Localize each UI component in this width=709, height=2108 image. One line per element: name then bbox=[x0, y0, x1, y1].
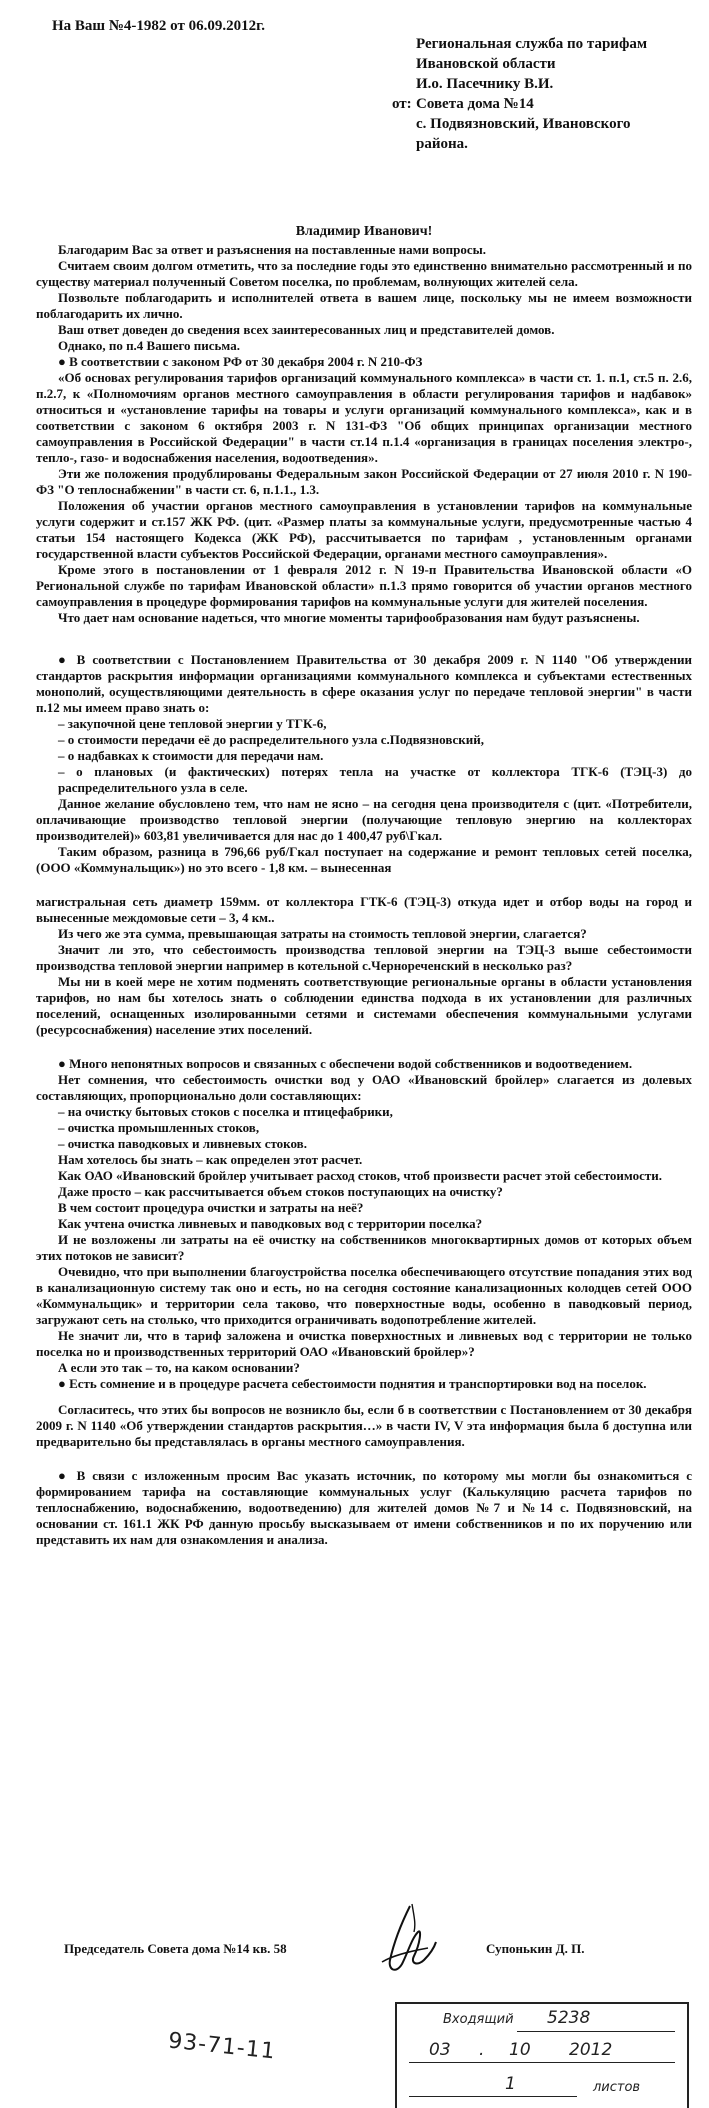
list-item: – очистка паводковых и ливневых стоков. bbox=[58, 1136, 307, 1151]
spacer bbox=[36, 876, 692, 894]
bullet-paragraph: ● Много непонятных вопросов и связанных с обеспечени водой собственников и водоотведением. bbox=[58, 1056, 633, 1071]
letter-body bbox=[36, 224, 692, 1548]
stamp-year: 2012 bbox=[569, 2040, 613, 2060]
spacer bbox=[36, 1450, 692, 1468]
spacer bbox=[36, 1038, 692, 1056]
paragraph: Из чего же эта сумма, превышающая затраты на стоимость тепловой энергии, слагается? bbox=[58, 926, 587, 941]
paragraph: Что дает нам основание надеться, что многие моменты тарифообразования нам будут разъяснены. bbox=[58, 610, 640, 625]
list-item: – о надбавках к стоимости для передачи нам. bbox=[58, 748, 324, 763]
addressee-block bbox=[392, 34, 692, 154]
handwritten-note: 93-71-11 bbox=[166, 2028, 277, 2065]
list-item: – закупочной цене тепловой энергии у ТГК-6, bbox=[58, 716, 327, 731]
paragraph: И не возложены ли затраты на её очистку на собственников многоквартирных домов от которых объем этих потоков не зависит? bbox=[36, 1232, 692, 1263]
paragraph: Считаем своим долгом отметить, что за последние годы это единственно внимательно рассмотренный и по существу материал полученный Советом поселка, по проблемам, волнующих жителей села. bbox=[36, 258, 692, 289]
list-item: – на очистку бытовых стоков с поселка и птицефабрики, bbox=[58, 1104, 393, 1119]
signer-title: Председатель Совета дома №14 кв. 58 bbox=[64, 1941, 287, 1956]
spacer bbox=[36, 1392, 692, 1402]
signer-name: Супонькин Д. П. bbox=[486, 1941, 585, 1956]
salutation: Владимир Иванович! bbox=[295, 224, 433, 239]
paragraph: Даже просто – как рассчитывается объем стоков поступающих на очистку? bbox=[58, 1184, 503, 1199]
sender-line: с. Подвязновский, Ивановского bbox=[416, 116, 631, 132]
addressee-line: И.о. Пасечнику В.И. bbox=[416, 76, 554, 92]
paragraph: магистральная сеть диаметр 159мм. от коллектора ГТК-6 (ТЭЦ-3) откуда идет и отбор воды на город и вынесенные междомовые сети – 3, 4 км.. bbox=[36, 894, 692, 925]
paragraph: Благодарим Вас за ответ и разъяснения на поставленные нами вопросы. bbox=[58, 242, 487, 257]
stamp-number: 5238 bbox=[547, 2008, 591, 2028]
paragraph: А если это так – то, на каком основании? bbox=[58, 1360, 300, 1375]
paragraph: Эти же положения продублированы Федеральным закон Российской Федерации от 27 июля 2010 г. N 190-ФЗ "О теплоснабжении" в части ст. 6, п.1.1., 1.3. bbox=[36, 466, 692, 497]
list-item: – о плановых (и фактических) потерях тепла на участке от коллектора ТГК-6 (ТЭЦ-3) до распределительного узла в селе. bbox=[58, 764, 692, 795]
sender-line: района. bbox=[416, 136, 468, 152]
from-label: от: bbox=[392, 96, 412, 112]
paragraph: Нам хотелось бы знать – как определен этот расчет. bbox=[58, 1152, 363, 1167]
stamp-sheets: 1 bbox=[505, 2074, 516, 2094]
reference-line: На Ваш №4-1982 от 06.09.2012г. bbox=[52, 18, 265, 34]
spacer bbox=[36, 626, 692, 652]
paragraph: Очевидно, что при выполнении благоустройства поселка обеспечивающего отсутствие попадания этих вод в канализационную систему так оно и есть, но на сегодня состояние канализационных колодцев сетей ООО «Коммунальщик» и территории села таково, что поверхностные воды, особенно в паводковый период, загружают сеть на столько, что приходится ограничивать водопотребление жителей. bbox=[36, 1264, 692, 1327]
paragraph: Не значит ли, что в тариф заложена и очистка поверхностных и ливневых вод с территории не только поселка но и производственных территорий ОАО «Ивановский бройлер»? bbox=[36, 1328, 692, 1359]
bullet-paragraph: ● Есть сомнение и в процедуре расчета себестоимости поднятия и транспортировки вод на поселок. bbox=[58, 1376, 647, 1391]
paragraph: Мы ни в коей мере не хотим подменять соответствующие региональные органы в области установления тарифов, но нам бы хотелось знать о соблюдении единства подхода в их установлении для различных поселений, оснащенных изолированными сетями и системами обеспечения коммунальными услугами (ресурсоснабжения) население этих поселений. bbox=[36, 974, 692, 1037]
paragraph: Как ОАО «Ивановский бройлер учитывает расход стоков, чтоб произвести расчет этой себестоимости. bbox=[58, 1168, 662, 1183]
paragraph: Нет сомнения, что себестоимость очистки вод у ОАО «Ивановский бройлер» слагается из долевых составляющих, пропорционально доли составляющих: bbox=[36, 1072, 692, 1103]
handwritten-signature bbox=[372, 1902, 442, 1986]
stamp-sheets-label: листов bbox=[593, 2080, 641, 2095]
sender-row bbox=[392, 94, 692, 114]
paragraph: Данное желание обусловлено тем, что нам не ясно – на сегодня цена производителя с (цит. «Потребители, оплачивающие производство тепловой энергии (получающие тепловую энергию на коллекторах производителей)» 603,81 увеличивается для нас до 1 400,47 руб\Гкал. bbox=[36, 796, 692, 843]
paragraph: Позвольте поблагодарить и исполнителей ответа в вашем лице, поскольку мы не имеем возможности поблагодарить их лично. bbox=[36, 290, 692, 321]
bullet-paragraph: ● В соответствии с законом РФ от 30 декабря 2004 г. N 210-ФЗ bbox=[58, 354, 423, 369]
paragraph: Кроме этого в постановлении от 1 февраля 2012 г. N 19-п Правительства Ивановской области «О Региональной службе по тарифам Ивановской области» п.1.3 прямо говорится об участии органов местного самоуправления в процедуре формирования тарифов на коммунальные услуги для жителей поселения. bbox=[36, 562, 692, 609]
list-item: – очистка промышленных стоков, bbox=[58, 1120, 260, 1135]
bullet-paragraph: ● В соответствии с Постановлением Правительства от 30 декабря 2009 г. N 1140 "Об утверждении стандартов раскрытия информации организациями коммунального комплекса и субъектами естественных монополий, осуществляющими деятельность в сфере оказания услуг по передаче тепловой энергии" в части п.12 мы имеем право знать о: bbox=[36, 652, 692, 715]
bullet-paragraph: ● В связи с изложенным просим Вас указать источник, по которому мы могли бы ознакомиться с формированием тарифа на составляющие коммунальных услуг (Калькуляцию расчета тарифов по теплоснабжению, водоснабжению, водоотведению) для жителей домов №7 и №14 с. Подвязновский, на основании ст. 161.1 ЖК РФ данную просьбу высказываем от имени собственников и по их поручению или представить их нам для ознакомления и анализа. bbox=[36, 1468, 692, 1547]
paragraph: Однако, по п.4 Вашего письма. bbox=[58, 338, 240, 353]
incoming-stamp bbox=[395, 2002, 689, 2108]
stamp-rule bbox=[517, 2031, 675, 2032]
stamp-label: Входящий bbox=[443, 2012, 514, 2027]
stamp-rule bbox=[409, 2062, 675, 2063]
paragraph: Положения об участии органов местного самоуправления в установлении тарифов на коммунальные услуги содержит и ст.157 ЖК РФ. (цит. «Размер платы за коммунальные услуги, предусмотренные частью 4 статьи 154 настоящего Кодекса (ЖК РФ), рассчитывается по тарифам , установленным органами государственной власти субъектов Российской Федерации, органами местного самоуправления». bbox=[36, 498, 692, 561]
paragraph: Значит ли это, что себестоимость производства тепловой энергии на ТЭЦ-3 выше себестоимости производства тепловой энергии например в котельной с.Чернореченский в несколько раз? bbox=[36, 942, 692, 973]
paragraph: Согласитесь, что этих бы вопросов не возникло бы, если б в соответствии с Постановлением от 30 декабря 2009 г. N 1140 «Об утверждении стандартов раскрытия…» в части IV, V эта информация была б доступна или предварительно бы представлялась в органы местного самоуправления. bbox=[36, 1402, 692, 1449]
paragraph: «Об основах регулирования тарифов организаций коммунального комплекса» в части ст. 1. п.1, ст.5 п. 2.6, п.2.7, к «Полномочиям органов местного самоуправления в области регулирования тарифов и надбавок» относиться и «установление тарифы на товары и услуги организаций коммунального комплекса», как и в соответствии с законом 6 октября 2003 г. N 131-ФЗ "Об общих принципах организации местного самоуправления в Российской Федерации" в части ст.14 п.1.4 «организация в границах поселения электро-, тепло-, газо- и водоснабжения населения, водоотведения». bbox=[36, 370, 692, 465]
sender-line: Совета дома №14 bbox=[416, 96, 534, 112]
stamp-month: 10 bbox=[509, 2040, 531, 2060]
stamp-day: 03 bbox=[429, 2040, 451, 2060]
stamp-rule bbox=[409, 2096, 577, 2097]
stamp-date-separator: . bbox=[479, 2040, 485, 2060]
paragraph: В чем состоит процедура очистки и затраты на неё? bbox=[58, 1200, 364, 1215]
paragraph: Ваш ответ доведен до сведения всех заинтересованных лиц и представителей домов. bbox=[58, 322, 555, 337]
addressee-line: Ивановской области bbox=[416, 56, 556, 72]
paragraph: Таким образом, разница в 796,66 руб/Гкал поступает на содержание и ремонт тепловых сетей поселка, (ООО «Коммунальщик») но это всего - 1,8 км. – вынесенная bbox=[36, 844, 692, 875]
addressee-line: Региональная служба по тарифам bbox=[416, 36, 648, 52]
list-item: – о стоимости передачи её до распределительного узла с.Подвязновский, bbox=[58, 732, 485, 747]
paragraph: Как учтена очистка ливневых и паводковых вод с территории поселка? bbox=[58, 1216, 483, 1231]
